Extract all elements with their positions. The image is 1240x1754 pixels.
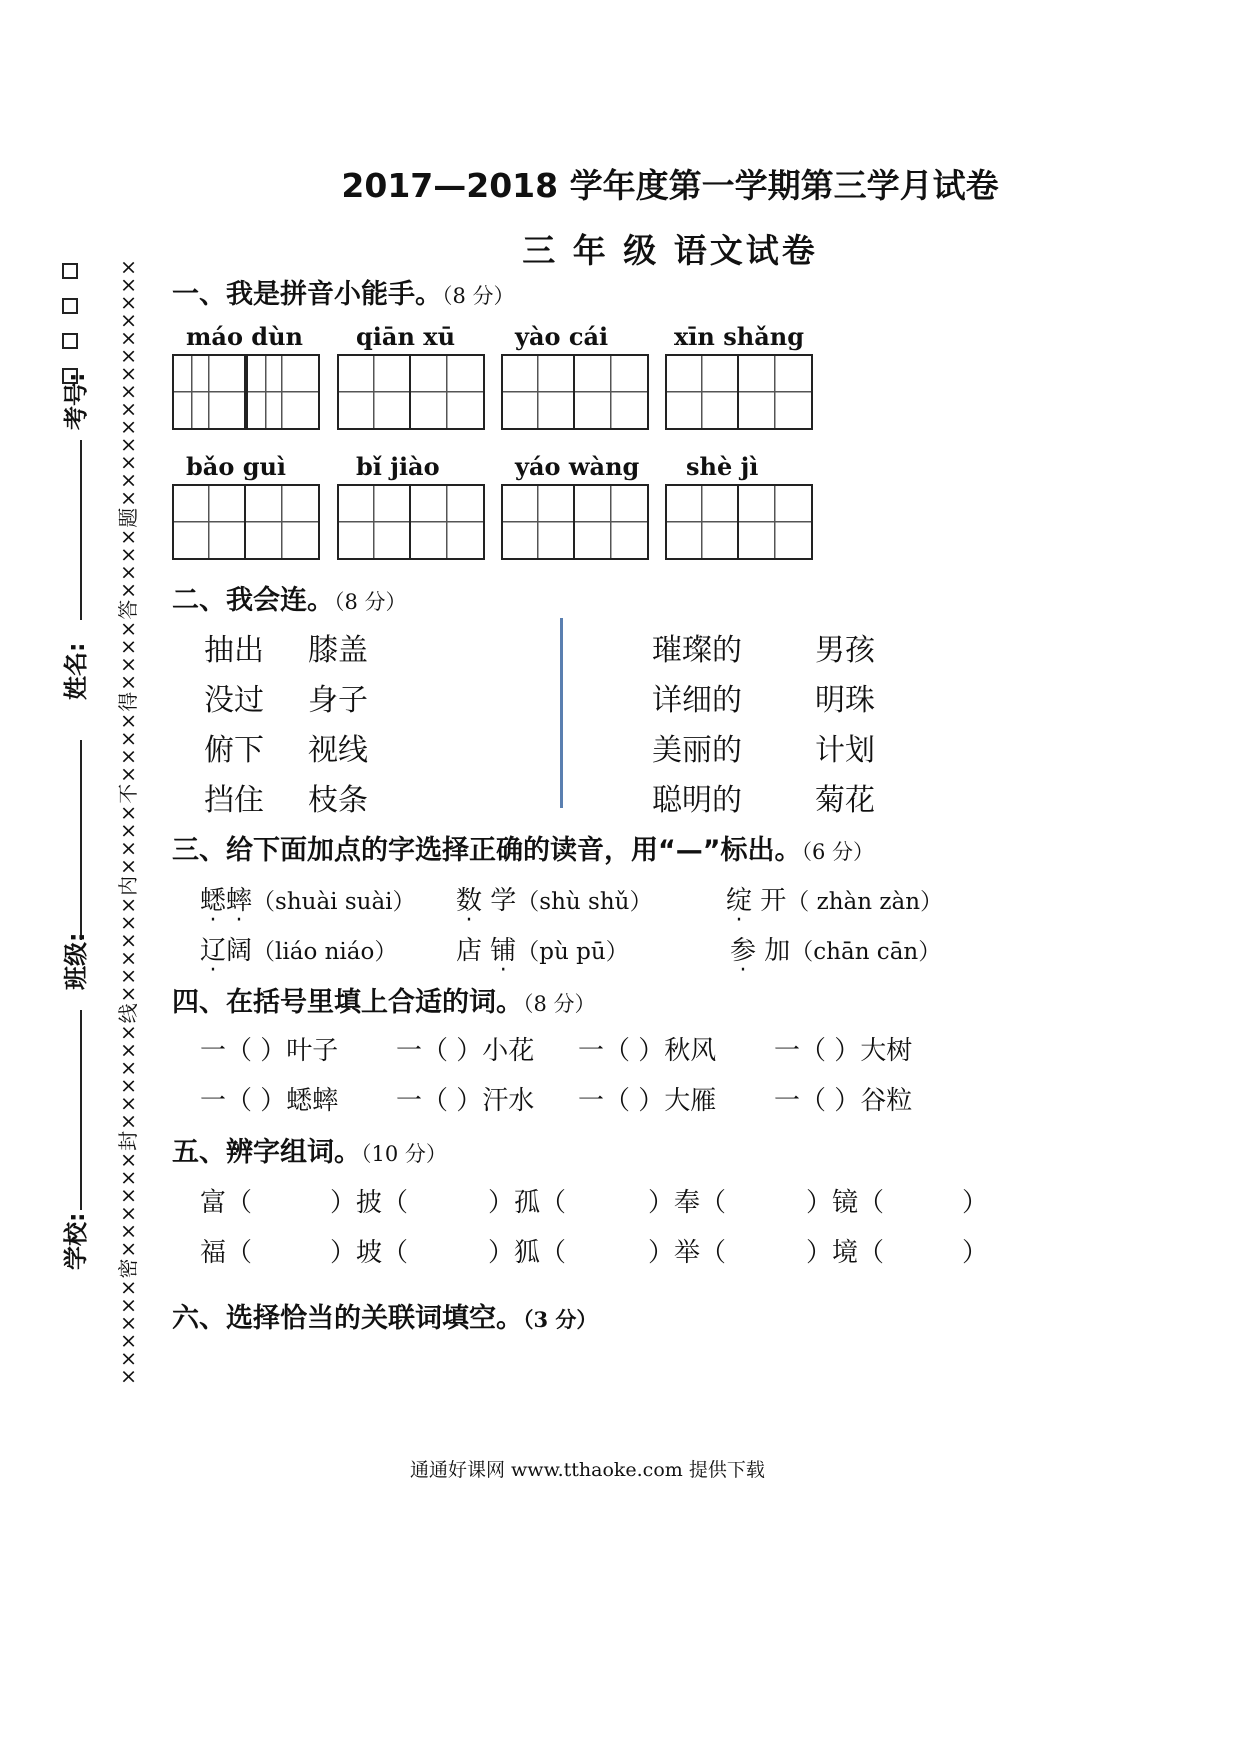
section-6-title: 六、选择恰当的关联词填空。（3 分）: [172, 1303, 598, 1334]
word-group: ）: [962, 1188, 989, 1218]
name-label: 姓名:: [62, 642, 90, 700]
checkbox-square: [62, 333, 78, 349]
writing-grid[interactable]: [172, 484, 320, 560]
checkbox-square: [62, 298, 78, 314]
word-group[interactable]: 福（: [200, 1238, 253, 1268]
reading-option: 店 铺（pù pū）: [456, 936, 629, 966]
class-line: [80, 1010, 82, 1210]
match-word[interactable]: 枝条: [308, 783, 368, 818]
reading-row-2: 辽阔（liáo niáo）: [200, 936, 398, 966]
fill-blank[interactable]: 一（ ）蟋蟀: [200, 1086, 339, 1116]
writing-grid[interactable]: [665, 354, 813, 430]
pinyin: bǐ jiào: [356, 452, 440, 481]
section-2-title: 二、我会连。（8 分）: [172, 585, 407, 616]
match-word[interactable]: 男孩: [815, 633, 875, 668]
match-word[interactable]: 膝盖: [308, 633, 368, 668]
match-word[interactable]: 美丽的: [652, 733, 742, 768]
match-word[interactable]: 详细的: [652, 683, 742, 718]
match-word[interactable]: 明珠: [815, 683, 875, 718]
grid-split: [172, 354, 246, 430]
reading-option: 参 加（chān cān）: [730, 936, 942, 966]
match-word[interactable]: 身子: [308, 683, 368, 718]
section-5-title: 五、辨字组词。（10 分）: [172, 1137, 447, 1168]
match-word[interactable]: 俯下: [204, 733, 264, 768]
word-group[interactable]: 富（: [200, 1188, 253, 1218]
word-group[interactable]: ）坡（: [330, 1238, 409, 1268]
pinyin: bǎo guì: [186, 452, 287, 481]
reading-option: 绽 开（ zhàn zàn）: [726, 886, 944, 916]
pinyin: qiān xū: [356, 322, 456, 351]
fill-blank[interactable]: 一（ ）谷粒: [774, 1086, 913, 1116]
grid-split: [246, 354, 320, 430]
word-group[interactable]: ）奉（: [648, 1188, 727, 1218]
class-label: 班级:: [62, 932, 90, 990]
word-group: ）: [962, 1238, 989, 1268]
exam-number-line: [80, 440, 82, 620]
match-word[interactable]: 没过: [204, 683, 264, 718]
fill-blank[interactable]: 一（ ）秋风: [578, 1036, 717, 1066]
word-group[interactable]: ）披（: [330, 1188, 409, 1218]
fill-blank[interactable]: 一（ ）大树: [774, 1036, 913, 1066]
word-group[interactable]: ）镜（: [806, 1188, 885, 1218]
word-group[interactable]: ）举（: [648, 1238, 727, 1268]
exam-subtitle: 三 年 级 语文试卷: [522, 231, 818, 270]
school-label: 学校:: [62, 1212, 90, 1270]
match-word[interactable]: 视线: [308, 733, 368, 768]
section-4-title: 四、在括号里填上合适的词。（8 分）: [172, 987, 596, 1018]
exam-number-label: 考号:: [62, 372, 90, 430]
checkbox-square: [62, 263, 78, 279]
fill-blank[interactable]: 一（ ）汗水: [396, 1086, 535, 1116]
section-3-title: 三、给下面加点的字选择正确的读音，用“—”标出。（6 分）: [172, 835, 875, 866]
word-group[interactable]: ）狐（: [488, 1238, 567, 1268]
fill-blank[interactable]: 一（ ）大雁: [578, 1086, 717, 1116]
match-word[interactable]: 抽出: [204, 633, 264, 668]
writing-grid[interactable]: [501, 484, 649, 560]
pinyin: yáo wàng: [515, 452, 640, 481]
reading-option: 数 学（shù shǔ）: [456, 886, 653, 916]
fill-blank[interactable]: 一（ ）小花: [396, 1036, 535, 1066]
divider-line: [560, 618, 563, 808]
exam-title: 2017—2018 学年度第一学期第三学月试卷: [341, 166, 999, 205]
match-word[interactable]: 计划: [815, 733, 875, 768]
word-group[interactable]: ）境（: [806, 1238, 885, 1268]
pinyin: máo dùn: [186, 322, 303, 351]
seal-line-text: ××××××密××××××封××××××线××××××内××××不××××得××××答××××题××××××××××××××: [116, 258, 140, 1385]
word-group[interactable]: ）孤（: [488, 1188, 567, 1218]
pinyin: shè jì: [686, 452, 759, 481]
match-word[interactable]: 挡住: [204, 783, 264, 818]
reading-row-1: 蟋蟀（shuài suài）: [200, 886, 416, 916]
match-word[interactable]: 菊花: [815, 783, 875, 818]
writing-grid[interactable]: [665, 484, 813, 560]
match-word[interactable]: 璀璨的: [652, 633, 742, 668]
writing-grid[interactable]: [501, 354, 649, 430]
writing-grid[interactable]: [337, 354, 485, 430]
footer-text: 通通好课网 www.tthaoke.com 提供下载: [410, 1459, 765, 1481]
section-1-title: 一、我是拼音小能手。（8 分）: [172, 279, 515, 310]
pinyin: xīn shǎng: [674, 322, 804, 351]
name-line: [80, 740, 82, 940]
match-word[interactable]: 聪明的: [652, 783, 742, 818]
pinyin: yào cái: [515, 322, 609, 351]
writing-grid[interactable]: [337, 484, 485, 560]
fill-blank[interactable]: 一（ ）叶子: [200, 1036, 339, 1066]
